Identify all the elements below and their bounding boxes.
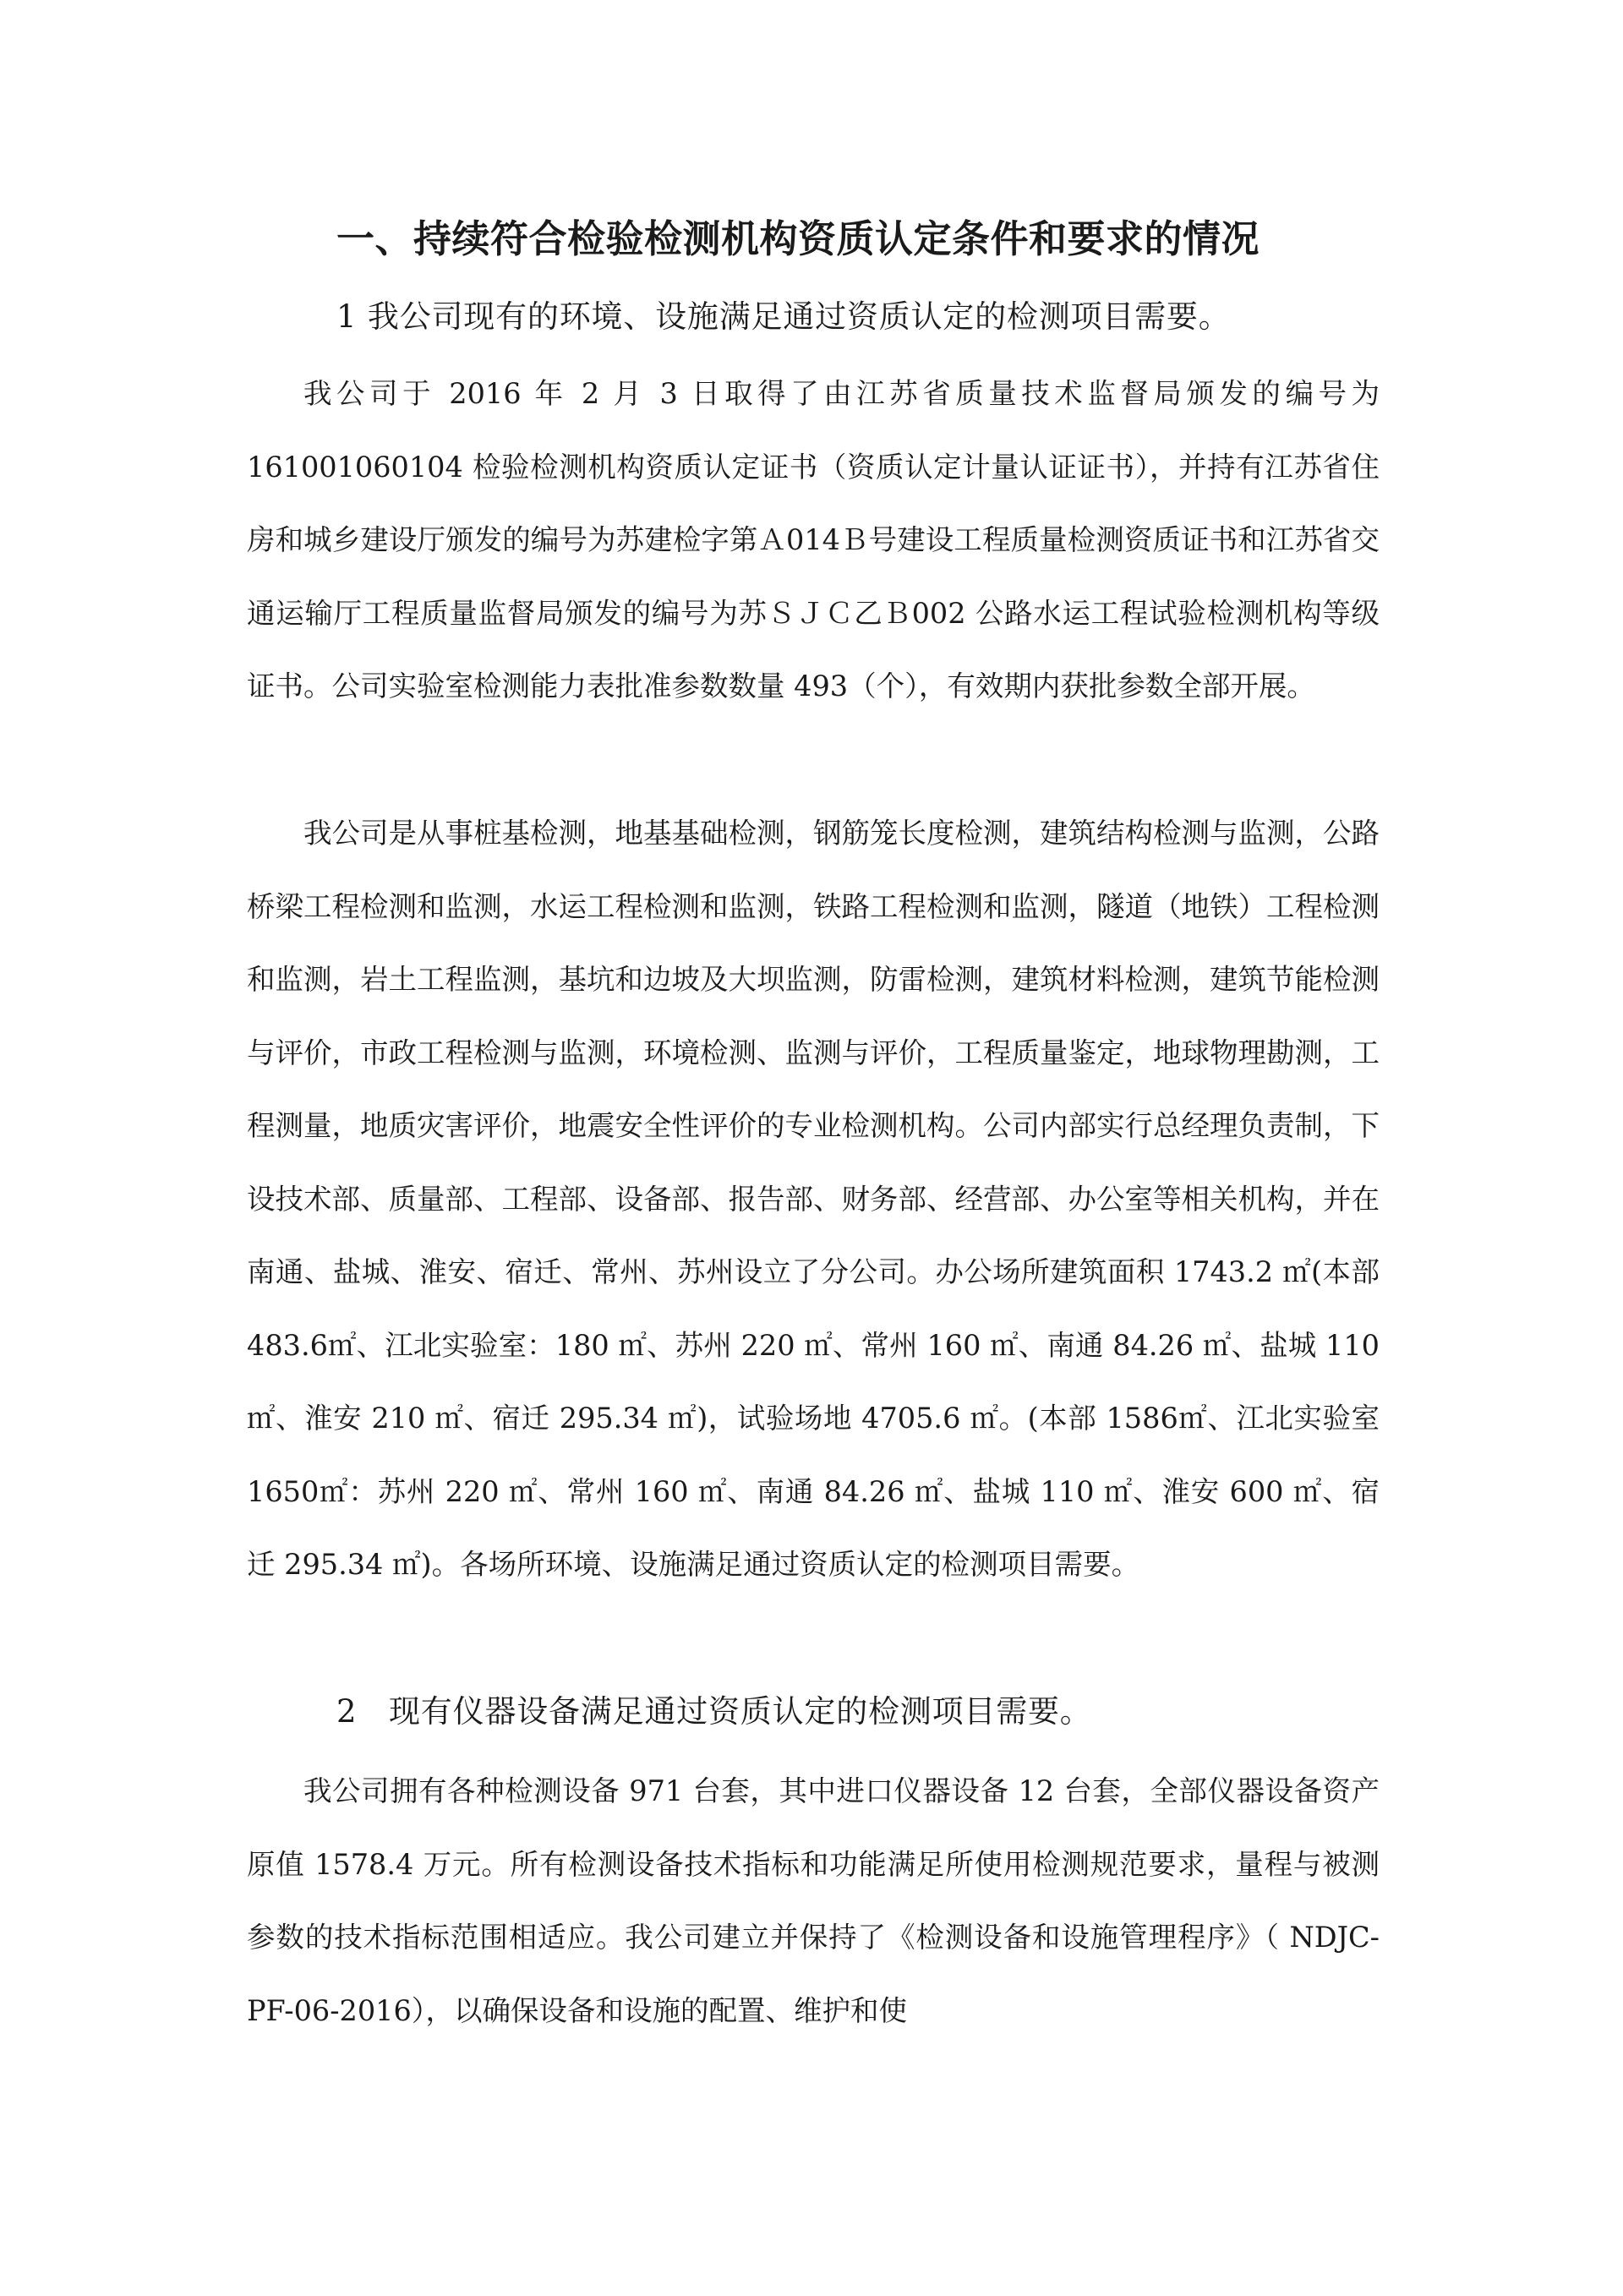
- section-1-paragraph-1: 我公司于 2016 年 2 月 3 日取得了由江苏省质量技术监督局颁发的编号为 161001060104 检验检测机构资质认定证书（资质认定计量认证证书），并持有江苏省住房和城乡建设厅颁发的编号为苏建检字第Ａ014Ｂ号建设工程质量检测资质证书和江苏省交通运输厅工程质量监督局颁发的编号为苏ＳＪＣ乙Ｂ002 公路水运工程试验检测机构等级证书。公司实验室检测能力表批准参数数量 493（个），有效期内获批参数全部开展。: [247, 377, 1380, 702]
- section-2-heading: 现有仪器设备满足通过资质认定的检测项目需要。: [389, 1693, 1092, 1730]
- document-title: 一、持续符合检验检测机构资质认定条件和要求的情况: [336, 216, 1260, 261]
- section-2-heading-row: [336, 1686, 1092, 1737]
- section-1-paragraph-2: 我公司是从事桩基检测，地基基础检测，钢筋笼长度检测，建筑结构检测与监测，公路桥梁工程检测和监测，水运工程检测和监测，铁路工程检测和监测，隧道（地铁）工程检测和监测，岩土工程监测，基坑和边坡及大坝监测，防雷检测，建筑材料检测，建筑节能检测与评价，市政工程检测与监测，环境检测、监测与评价，工程质量鉴定，地球物理勘测，工程测量，地质灾害评价，地震安全性评价的专业检测机构。公司内部实行总经理负责制，下设技术部、质量部、工程部、设备部、报告部、财务部、经营部、办公室等相关机构，并在南通、盐城、淮安、宿迁、常州、苏州设立了分公司。办公场所建筑面积 1743.2 ㎡(本部 483.6㎡、江北实验室：180 ㎡、苏州 220 ㎡、常州 160 ㎡、南通 84.26 ㎡、盐城 110 ㎡、淮安 210 ㎡、宿迁 295.34 ㎡)，试验场地 4705.6 ㎡。(本部 1586㎡、江北实验室 1650㎡：苏州 220 ㎡、常州 160 ㎡、南通 84.26 ㎡、盐城 110 ㎡、淮安 600 ㎡、宿迁 295.34 ㎡)。各场所环境、设施满足通过资质认定的检测项目需要。: [247, 817, 1380, 1581]
- section-2-paragraph-1: 我公司拥有各种检测设备 971 台套，其中进口仪器设备 12 台套，全部仪器设备资产原值 1578.4 万元。所有检测设备技术指标和功能满足所使用检测规范要求，量程与被测参数的技术指标范围相适应。我公司建立并保持了《检测设备和设施管理程序》（ NDJC-PF-06-2016），以确保设备和设施的配置、维护和使: [247, 1774, 1380, 2027]
- section-1-heading: 1 我公司现有的环境、设施满足通过资质认定的检测项目需要。: [336, 298, 1231, 335]
- section-2-number: 2: [336, 1693, 358, 1730]
